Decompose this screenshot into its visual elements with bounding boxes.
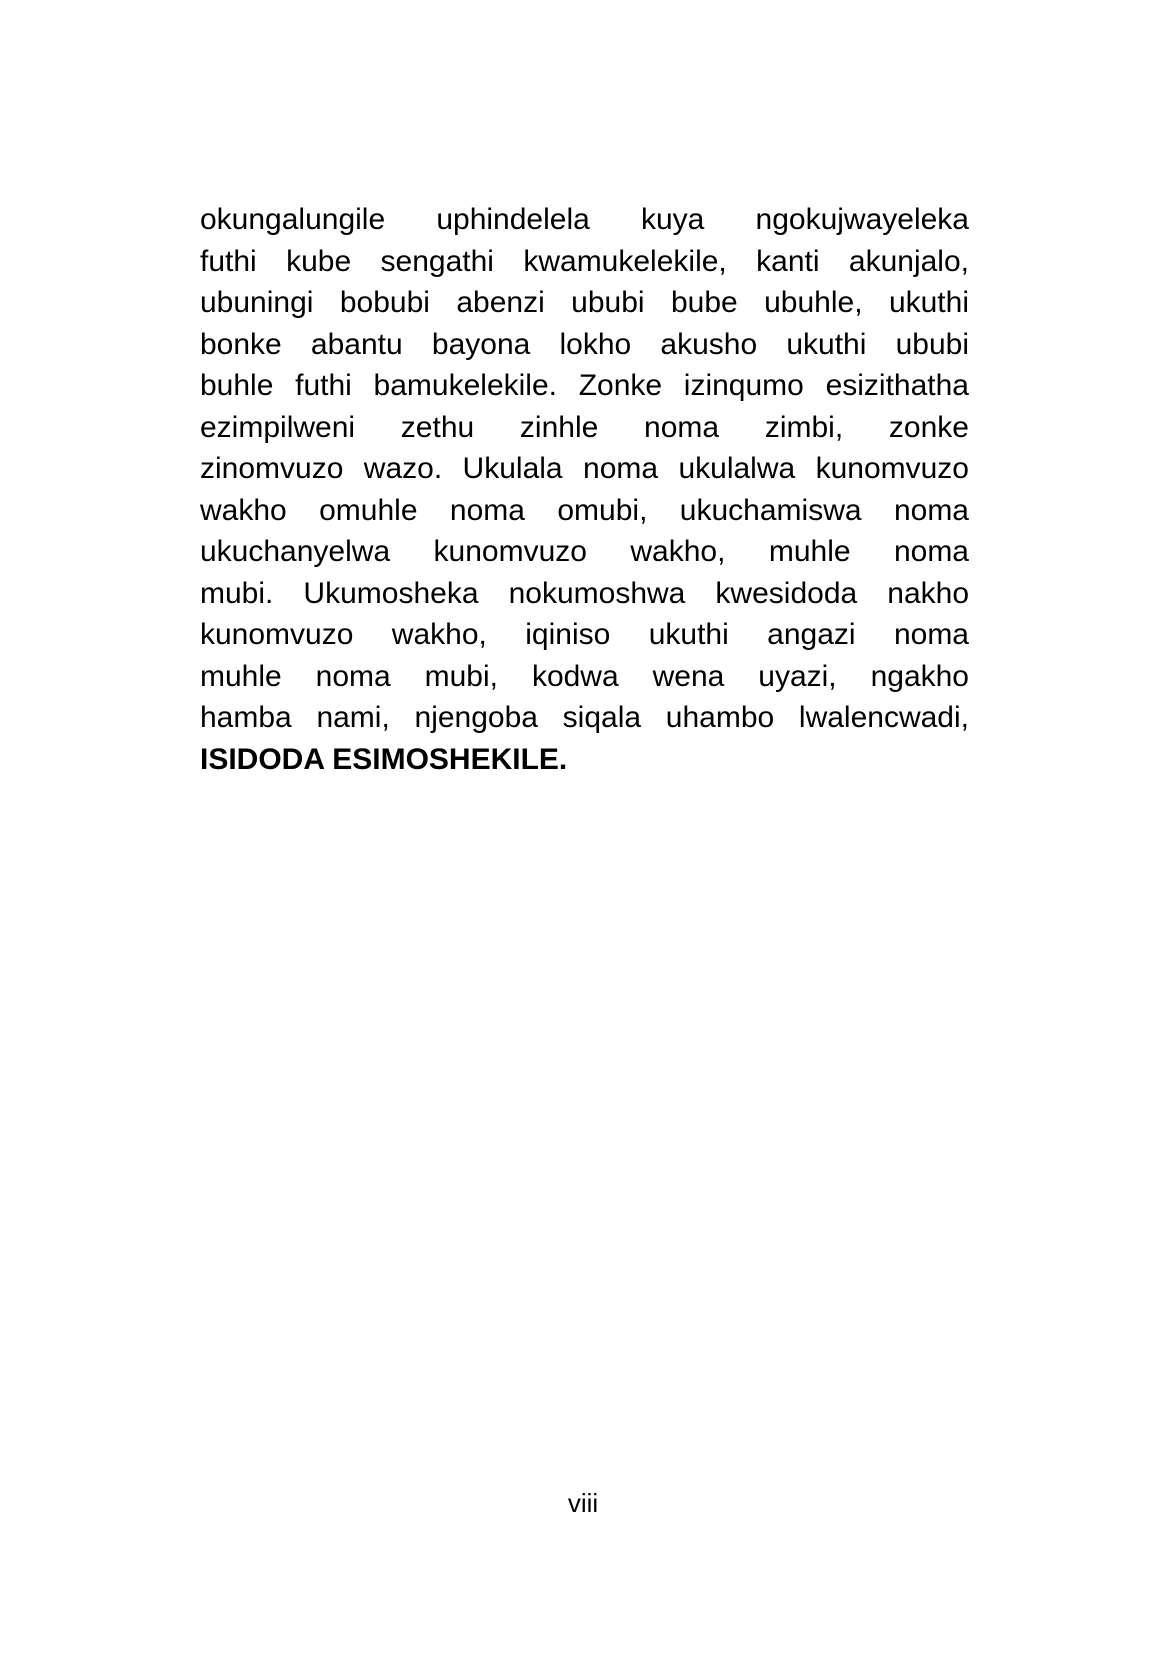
- paragraph-line: wakho omuhle noma omubi, ukuchamiswa noma: [200, 493, 969, 527]
- paragraph-line: kunomvuzo wakho, iqiniso ukuthi angazi noma: [200, 618, 969, 651]
- paragraph-line: ubuningi bobubi abenzi ububi bube ubuhle, ukuthi: [200, 286, 969, 319]
- paragraph-line: ezimpilweni zethu zinhle noma zimbi, zonke: [200, 410, 969, 444]
- paragraph-line: ukuchanyelwa kunomvuzo wakho, muhle noma: [200, 535, 969, 568]
- paragraph-line: buhle futhi bamukelekile. Zonke izinqumo esizithatha: [200, 369, 969, 402]
- paragraph-line: muhle noma mubi, kodwa wena uyazi, ngakho: [200, 659, 969, 693]
- paragraph-line: mubi. Ukumosheka nokumoshwa kwesidoda nakho: [200, 576, 969, 610]
- paragraph-line: hamba nami, njengoba siqala uhambo lwalencwadi,: [200, 701, 969, 734]
- page-number: viii: [567, 1488, 599, 1518]
- body-paragraph: [200, 199, 969, 780]
- paragraph-line: futhi kube sengathi kwamukelekile, kanti akunjalo,: [200, 244, 969, 278]
- closing-bold-title: ISIDODA ESIMOSHEKILE.: [200, 742, 568, 776]
- paragraph-line: okungalungile uphindelela kuya ngokujwayeleka: [200, 203, 969, 236]
- paragraph-line: bonke abantu bayona lokho akusho ukuthi ububi: [200, 327, 969, 361]
- paragraph-line: zinomvuzo wazo. Ukulala noma ukulalwa kunomvuzo: [200, 452, 969, 485]
